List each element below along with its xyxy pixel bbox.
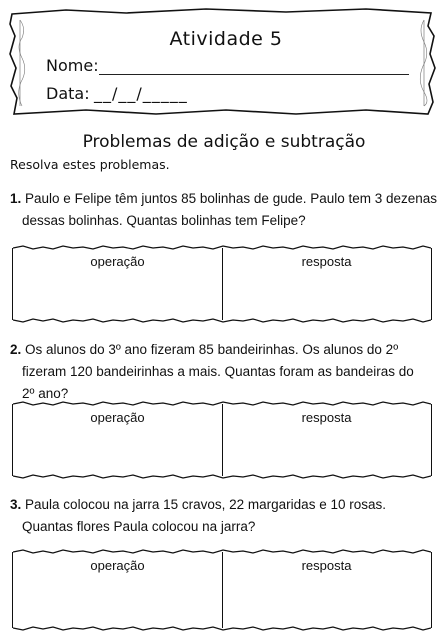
header-banner [6, 6, 430, 118]
question-text-line: Os alunos do 3º ano fizeram 85 bandeirinhas. Os alunos do 2º [25, 342, 399, 357]
question-2 [10, 339, 440, 405]
question-1 [10, 188, 440, 232]
question-text-line: fizeram 120 bandeirinhas a mais. Quantas foram as bandeiras do [22, 364, 414, 379]
operation-label: operação [90, 410, 145, 425]
date-label: Data: [46, 84, 90, 103]
answer-box-2 [12, 404, 432, 476]
question-text-line: 2º ano? [22, 386, 69, 401]
question-text-line: Paula colocou na jarra 15 cravos, 22 margaridas e 10 rosas. [25, 497, 386, 512]
question-3 [10, 494, 440, 538]
question-number: 1. [10, 191, 22, 206]
answer-box-3 [12, 552, 432, 628]
question-text-line: Quantas flores Paula colocou na jarra? [22, 519, 256, 534]
activity-title: Atividade 5 [169, 28, 283, 50]
question-text-line: dessas bolinhas. Quantas bolinhas tem Felipe? [22, 213, 306, 228]
name-input-line[interactable] [99, 74, 409, 75]
question-number: 2. [10, 342, 22, 357]
answer-box-1 [12, 248, 432, 320]
question-text-line: Paulo e Felipe têm juntos 85 bolinhas de gude. Paulo tem 3 dezenas [25, 191, 438, 206]
instruction-text: Resolva estes problemas. [10, 157, 170, 172]
answer-label: resposta [301, 410, 352, 425]
operation-label: operação [90, 558, 145, 573]
answer-label: resposta [301, 558, 352, 573]
operation-label: operação [90, 254, 145, 269]
date-input-blanks[interactable]: __/__/_____ [94, 84, 188, 103]
question-number: 3. [10, 497, 22, 512]
name-label: Nome: [46, 56, 99, 75]
answer-label: resposta [301, 254, 352, 269]
page-subtitle: Problemas de adição e subtração [82, 132, 366, 152]
